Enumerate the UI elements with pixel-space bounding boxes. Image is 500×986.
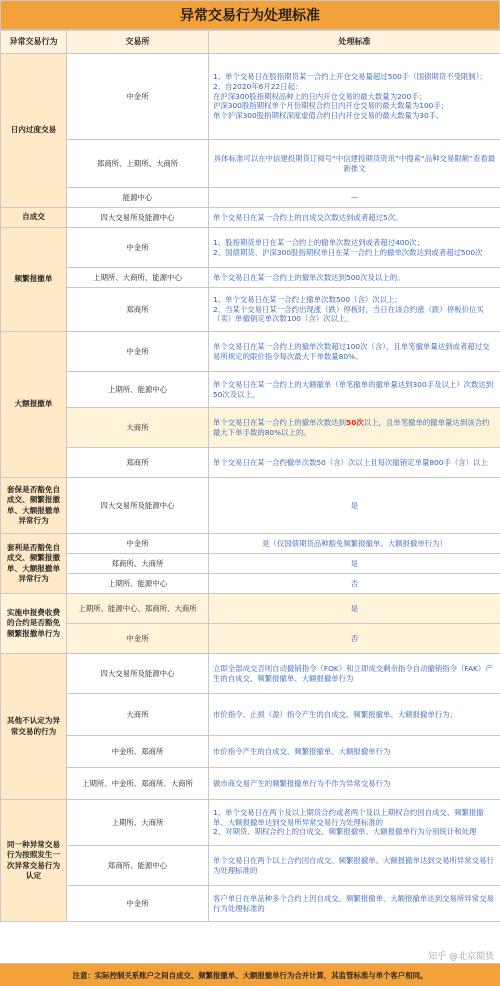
- standard-cell: 否: [209, 624, 500, 654]
- category-large-cancel: 大额报撤单: [1, 332, 67, 478]
- highlight-number: 50次: [346, 417, 364, 427]
- watermark: 知乎 @北京期货: [428, 952, 494, 962]
- standard-cell: 单个交易日在某一合约撤单次数50（含）次以上且每次撤销定单量800手（含）以上: [209, 448, 500, 478]
- table-row: [1, 228, 500, 268]
- exchange-cell: 郑商所、大商所: [67, 554, 209, 574]
- exchange-cell: 上期所、能源中心、郑商所、大商所: [67, 594, 209, 624]
- table-row: [1, 408, 500, 448]
- rules-table: [0, 30, 500, 922]
- table-row: [1, 372, 500, 408]
- exchange-cell: 大商所: [67, 694, 209, 736]
- table-row: [1, 188, 500, 208]
- exchange-cell: 上期所、大商所、能源中心: [67, 268, 209, 288]
- exchange-cell: 中金所: [67, 534, 209, 554]
- standard-cell: 是: [209, 554, 500, 574]
- standard-cell: 单个交易日在某一合约上的自成交次数达到或者超过5次。: [209, 208, 500, 228]
- exchange-cell: 上期所、能源中心: [67, 372, 209, 408]
- standard-cell: 1、股指期货单日在某一合约上的撤单次数达到或者超过400次； 2、国债期货、沪深300股指期权单日在某一合约上的撤单次数达到或者超过500次: [209, 228, 500, 268]
- table-row: [1, 768, 500, 800]
- standard-cell: 是: [209, 478, 500, 534]
- category-same-behavior: 同一种异常交易行为按照发生一次异常交易行为认定: [1, 800, 67, 922]
- standard-cell: 是: [209, 594, 500, 624]
- category-hedge-exempt: 套保是否豁免自成交、频繁报撤单、大额报撤单异常行为: [1, 478, 67, 534]
- table-row: [1, 594, 500, 624]
- exchange-cell: 大商所: [67, 408, 209, 448]
- category-arb-exempt: 套利是否豁免自成交、频繁报撤单、大额报撤单异常行为: [1, 534, 67, 594]
- exchange-cell: 中金所: [67, 54, 209, 140]
- standard-cell: 单个交易日在某一合约上的大额撤单（单笔撤单的撤单量达到300手及以上）次数达到50次及以上。: [209, 372, 500, 408]
- table-row: [1, 534, 500, 554]
- table-row: [1, 846, 500, 886]
- exchange-cell: 四大交易所及能源中心: [67, 654, 209, 694]
- exchange-cell: 上期所、大商所: [67, 800, 209, 846]
- table-row: [1, 332, 500, 372]
- standard-cell: —: [209, 188, 500, 208]
- category-not-abnormal: 其他不认定为异常交易的行为: [1, 654, 67, 800]
- category-intraday: 日内过度交易: [1, 54, 67, 208]
- standard-cell: 单个交易日在某一合约上的撤单次数达到500次及以上的。: [209, 268, 500, 288]
- exchange-cell: 郑商所: [67, 288, 209, 332]
- standard-cell: 1、单个交易日在股指期货某一合约上开仓交易量超过500手（国债期货不受限制）； 2、自2020年6月22日起： 在沪深300股指期权品种上的日内开仓交易的最大数量为200手； 沪深300股指期权单个月份期权合约日内开仓交易的最大数量为100手； 单个沪深300股指期权深度虚值合约日内开仓交易的最大数量为30手。: [209, 54, 500, 140]
- table-row: [1, 886, 500, 922]
- table-row: [1, 736, 500, 768]
- table-row: [1, 268, 500, 288]
- standard-cell: 市价指令、止损（盈）指令产生的自成交、频繁报撤单、大额报撤单行为；: [209, 694, 500, 736]
- exchange-cell: 郑商所、上期所、大商所: [67, 140, 209, 188]
- header-standard: 处理标准: [209, 31, 500, 54]
- exchange-cell: 四大交易所及能源中心: [67, 208, 209, 228]
- standard-cell: 市价指令产生的自成交、频繁报撤单、大额报撤单行为: [209, 736, 500, 768]
- standard-cell: 做市商交易产生的频繁报撤单行为不作为异常交易行为: [209, 768, 500, 800]
- table-row: [1, 694, 500, 736]
- standard-cell: 1、单个交易日在两个及以上期货合约或者两个及以上期权合约因自成交、频繁报撤单、大额报撤单达到交易所异常交易行为处理标准的 2、对期货、期权合约上的自成交、频繁报撤单、大额报撤单行为分别统计和处理: [209, 800, 500, 846]
- footer-note: 注意：实际控制关系账户之间自成交、频繁报撤单、大额报撤单行为合并计算，其监管标准与单个客户相同。: [0, 963, 500, 986]
- table-row: [1, 54, 500, 140]
- exchange-cell: 郑商所: [67, 448, 209, 478]
- standard-cell: 否: [209, 574, 500, 594]
- exchange-cell: 能源中心: [67, 188, 209, 208]
- table-row: [1, 624, 500, 654]
- standard-cell: 1、单个交易日在某一合约上撤单次数500（含）次以上； 2、当某个交易日某一合约出现涨（跌）停板时，当日在该合约涨（跌）停板价位买（卖）单撤销定单次数100（含）次以上。: [209, 288, 500, 332]
- table-row: [1, 208, 500, 228]
- table-row: [1, 288, 500, 332]
- standard-cell: 客户单日在单品种多个合约上因自成交、频繁报撤单、大额报撤单达到交易所异常交易行为处理标准的: [209, 886, 500, 922]
- exchange-cell: 中金所: [67, 228, 209, 268]
- exchange-cell: 四大交易所及能源中心: [67, 478, 209, 534]
- exchange-cell: 上期所、能源中心: [67, 574, 209, 594]
- exchange-cell: 中金所: [67, 886, 209, 922]
- standard-cell: 单个交易日在某一合约上的撤单次数超过100次（含），且单笔撤单量达到或者超过交易所规定的限价指令每次最大下单数量80%。: [209, 332, 500, 372]
- category-frequent-cancel: 频繁报撤单: [1, 228, 67, 332]
- header-exchange: 交易所: [67, 31, 209, 54]
- page-title: 异常交易行为处理标准: [0, 0, 500, 30]
- table-row: [1, 140, 500, 188]
- table-row: [1, 654, 500, 694]
- table-header-row: [1, 31, 500, 54]
- table-row: [1, 448, 500, 478]
- standard-cell: 是（仅国债期货品种豁免频繁报撤单、大额报撤单行为）: [209, 534, 500, 554]
- table-row: [1, 554, 500, 574]
- category-fee-exempt: 实施申报费收费的合约是否豁免频繁报撤单行为: [1, 594, 67, 654]
- table-row: [1, 574, 500, 594]
- standard-cell: 单个交易日在某一合约上的撤单次数达到50次以上，且单笔撤单的撤单量达到该合约最大下单手数的80%以上的。: [209, 408, 500, 448]
- table-row: [1, 478, 500, 534]
- category-self-trade: 自成交: [1, 208, 67, 228]
- header-behavior: 异常交易行为: [1, 31, 67, 54]
- exchange-cell: 上期所、中金所、郑商所、大商所: [67, 768, 209, 800]
- standard-cell: 单个交易日在两个以上合约因自成交、频繁报撤单、大额报撤单达到交易所异常交易行为处理标准的: [209, 846, 500, 886]
- exchange-cell: 中金所、郑商所: [67, 736, 209, 768]
- table-row: [1, 800, 500, 846]
- standard-cell: 立即全部成交否则自动撤销指令（FOK）和立即成交剩余指令自动撤销指令（FAK）产生的自成交、频繁报撤单、大额报撤单行为: [209, 654, 500, 694]
- exchange-cell: 中金所: [67, 332, 209, 372]
- exchange-cell: 中金所: [67, 624, 209, 654]
- standard-cell: 具体标准可以在中信建投期货订阅号“中信建投期货资讯”中搜索“品种交易限额”查看最新推文: [209, 140, 500, 188]
- exchange-cell: 郑商所、能源中心: [67, 846, 209, 886]
